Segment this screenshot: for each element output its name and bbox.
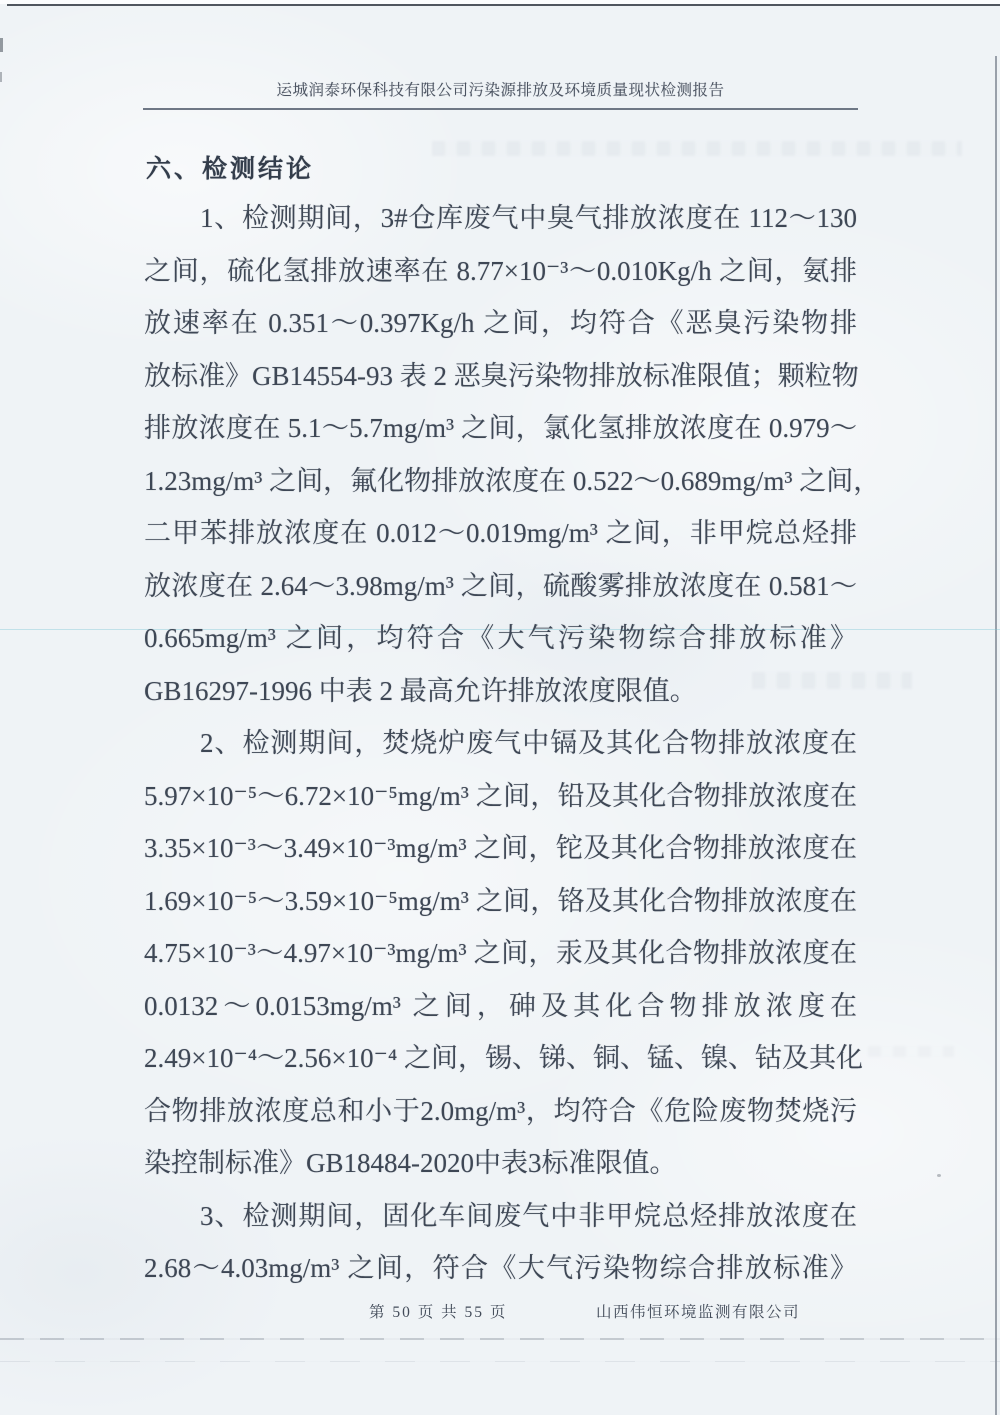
body-line: 二甲苯排放浓度在 0.012～0.019mg/m³ 之间，非甲烷总烃排 xyxy=(144,518,857,548)
section-title: 六、检测结论 xyxy=(146,156,315,183)
report-body xyxy=(144,192,881,1295)
body-line: 放标准》GB14554-93 表 2 恶臭污染物排放标准限值；颗粒物 xyxy=(144,360,859,391)
body-line: 1.69×10⁻⁵～3.59×10⁻⁵mg/m³ 之间，铬及其化合物排放浓度在 xyxy=(144,885,857,916)
body-paragraph-2 xyxy=(144,717,864,1190)
body-paragraph-3 xyxy=(144,1190,857,1295)
scan-right-edge-line xyxy=(995,56,997,1415)
body-line: 2、检测期间，焚烧炉废气中镉及其化合物排放浓度在 xyxy=(200,728,857,758)
scan-speck xyxy=(937,1174,941,1177)
body-line: 0.0132～0.0153mg/m³ 之间，砷及其化合物排放浓度在 xyxy=(144,990,857,1021)
body-line: 3、检测期间，固化车间废气中非甲烷总烃排放浓度在 xyxy=(200,1200,857,1231)
body-paragraph-1 xyxy=(144,192,881,717)
body-line: 合物排放浓度总和小于2.0mg/m³，均符合《危险废物焚烧污 xyxy=(144,1095,857,1126)
body-line: 2.49×10⁻⁴～2.56×10⁻⁴ 之间，锡、锑、铜、锰、镍、钴及其化 xyxy=(144,1043,864,1073)
body-line: 排放浓度在 5.1～5.7mg/m³ 之间，氯化氢排放浓度在 0.979～ xyxy=(144,413,857,443)
body-line: 之间，硫化氢排放速率在 8.77×10⁻³～0.010Kg/h 之间，氨排 xyxy=(144,255,857,286)
body-line: 5.97×10⁻⁵～6.72×10⁻⁵mg/m³ 之间，铅及其化合物排放浓度在 xyxy=(144,780,857,811)
scan-edge-speck xyxy=(0,72,2,82)
body-line: 3.35×10⁻³～3.49×10⁻³mg/m³ 之间，铊及其化合物排放浓度在 xyxy=(144,833,857,863)
scan-bottom-faint-line xyxy=(0,1361,1000,1362)
body-line: 0.665mg/m³ 之间，均符合《大气污染物综合排放标准》 xyxy=(144,623,857,653)
report-header-title: 运城润泰环保科技有限公司污染源排放及环境质量现状检测报告 xyxy=(276,82,725,99)
body-line: 放浓度在 2.64～3.98mg/m³ 之间，硫酸雾排放浓度在 0.581～ xyxy=(144,570,857,601)
body-line: 4.75×10⁻³～4.97×10⁻³mg/m³ 之间，汞及其化合物排放浓度在 xyxy=(144,938,857,968)
footer-company-name: 山西伟恒环境监测有限公司 xyxy=(596,1304,801,1321)
body-line: GB16297-1996 中表 2 最高允许排放浓度限值。 xyxy=(144,675,697,706)
body-line: 1、检测期间，3#仓库废气中臭气排放浓度在 112～130 xyxy=(200,203,857,233)
body-line: 染控制标准》GB18484-2020中表3标准限值。 xyxy=(144,1148,677,1178)
body-line: 放速率在 0.351～0.397Kg/h 之间，均符合《恶臭污染物排 xyxy=(144,308,857,338)
scan-edge-speck xyxy=(0,38,3,52)
header-rule xyxy=(143,108,858,110)
body-line: 2.68～4.03mg/m³ 之间，符合《大气污染物综合排放标准》 xyxy=(144,1253,857,1283)
page-header xyxy=(143,78,858,110)
ink-bleedthrough-smudge xyxy=(868,1046,954,1057)
scan-bottom-dashed-line xyxy=(0,1338,1000,1340)
body-line: 1.23mg/m³ 之间，氟化物排放浓度在 0.522～0.689mg/m³ 之间， xyxy=(144,465,881,496)
scan-top-edge-line xyxy=(7,4,1000,6)
ink-bleedthrough-smudge xyxy=(432,141,962,156)
footer-page-indicator: 第 50 页 共 55 页 xyxy=(369,1304,508,1321)
